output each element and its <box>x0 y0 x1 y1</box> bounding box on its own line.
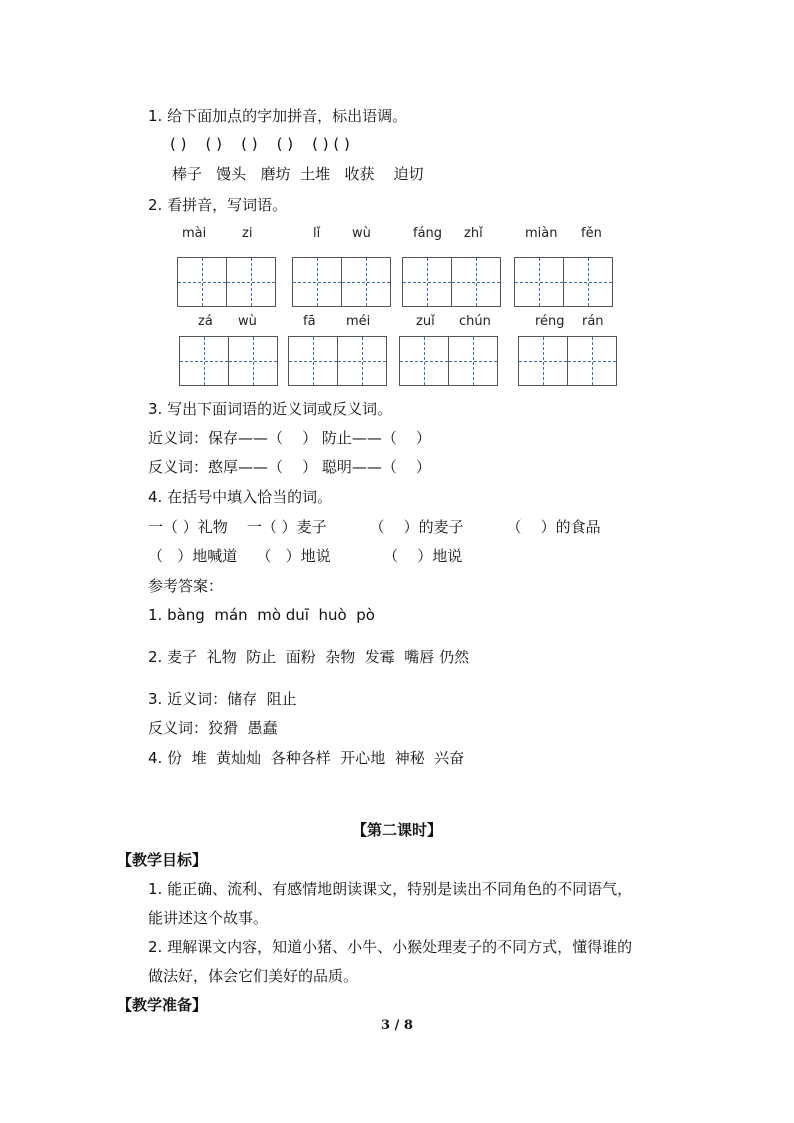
pinyin: fěn <box>581 226 602 241</box>
goal-1a: 1. 能正确、流利、有感情地朗读课文，特别是读出不同角色的不同语气， <box>148 880 633 898</box>
pinyin: zá <box>198 314 213 329</box>
answer-2: 2. 麦子 礼物 防止 面粉 杂物 发霉 嘴唇 仍然 <box>148 648 470 666</box>
goal-heading: 【教学目标】 <box>117 851 208 869</box>
pinyin: wù <box>352 226 371 241</box>
pinyin: mài <box>182 226 207 241</box>
pinyin: fā <box>303 314 316 329</box>
q2-title: 2. 看拼音，写词语。 <box>148 196 288 214</box>
answer-1: 1. bàng mán mò duī huò pò <box>148 606 375 624</box>
pinyin: zi <box>242 226 253 241</box>
q3-title: 3. 写出下面词语的近义词或反义词。 <box>148 400 393 418</box>
q1-words: 棒子 馒头 磨坊 土堆 收获 迫切 <box>172 165 424 183</box>
pinyin: réng <box>535 314 565 329</box>
pinyin: zhǐ <box>464 226 483 241</box>
q4-title: 4. 在括号中填入恰当的词。 <box>148 488 333 506</box>
answer-4: 4. 份 堆 黄灿灿 各种各样 开心地 神秘 兴奋 <box>148 749 465 767</box>
pinyin: lǐ <box>313 226 321 241</box>
pinyin: zuǐ <box>416 314 435 329</box>
prep-heading: 【教学准备】 <box>117 996 208 1014</box>
q4-line2: （ ）地喊道 （ ）地说 （ ）地说 <box>148 547 463 565</box>
pinyin: méi <box>346 314 371 329</box>
answer-3b: 反义词：狡猾 愚蠢 <box>148 719 278 737</box>
q3-line2: 反义词：憨厚——（ ） 聪明——（ ） <box>148 458 431 476</box>
goal-1b: 能讲述这个故事。 <box>148 909 269 927</box>
pinyin: miàn <box>525 226 558 241</box>
q1-title: 1. 给下面加点的字加拼音，标出语调。 <box>148 107 408 125</box>
goal-2a: 2. 理解课文内容，知道小猪、小牛、小猴处理麦子的不同方式，懂得谁的 <box>148 938 633 956</box>
pinyin: wù <box>238 314 257 329</box>
q1-blanks: ( ) ( ) ( ) ( ) ( ) ( ) <box>170 135 350 153</box>
q4-line1: 一（ ）礼物 一（ ）麦子 （ ）的麦子 （ ）的食品 <box>148 518 601 536</box>
page-number: 3 / 8 <box>381 1018 413 1033</box>
lesson-heading: 【第二课时】 <box>351 821 442 839</box>
pinyin: chún <box>459 314 491 329</box>
pinyin: rán <box>582 314 604 329</box>
answer-3a: 3. 近义词：储存 阻止 <box>148 690 297 708</box>
pinyin: fáng <box>413 226 443 241</box>
q3-line1: 近义词：保存——（ ） 防止——（ ） <box>148 429 431 447</box>
goal-2b: 做法好，体会它们美好的品质。 <box>148 967 359 985</box>
answers-title: 参考答案： <box>148 577 224 595</box>
